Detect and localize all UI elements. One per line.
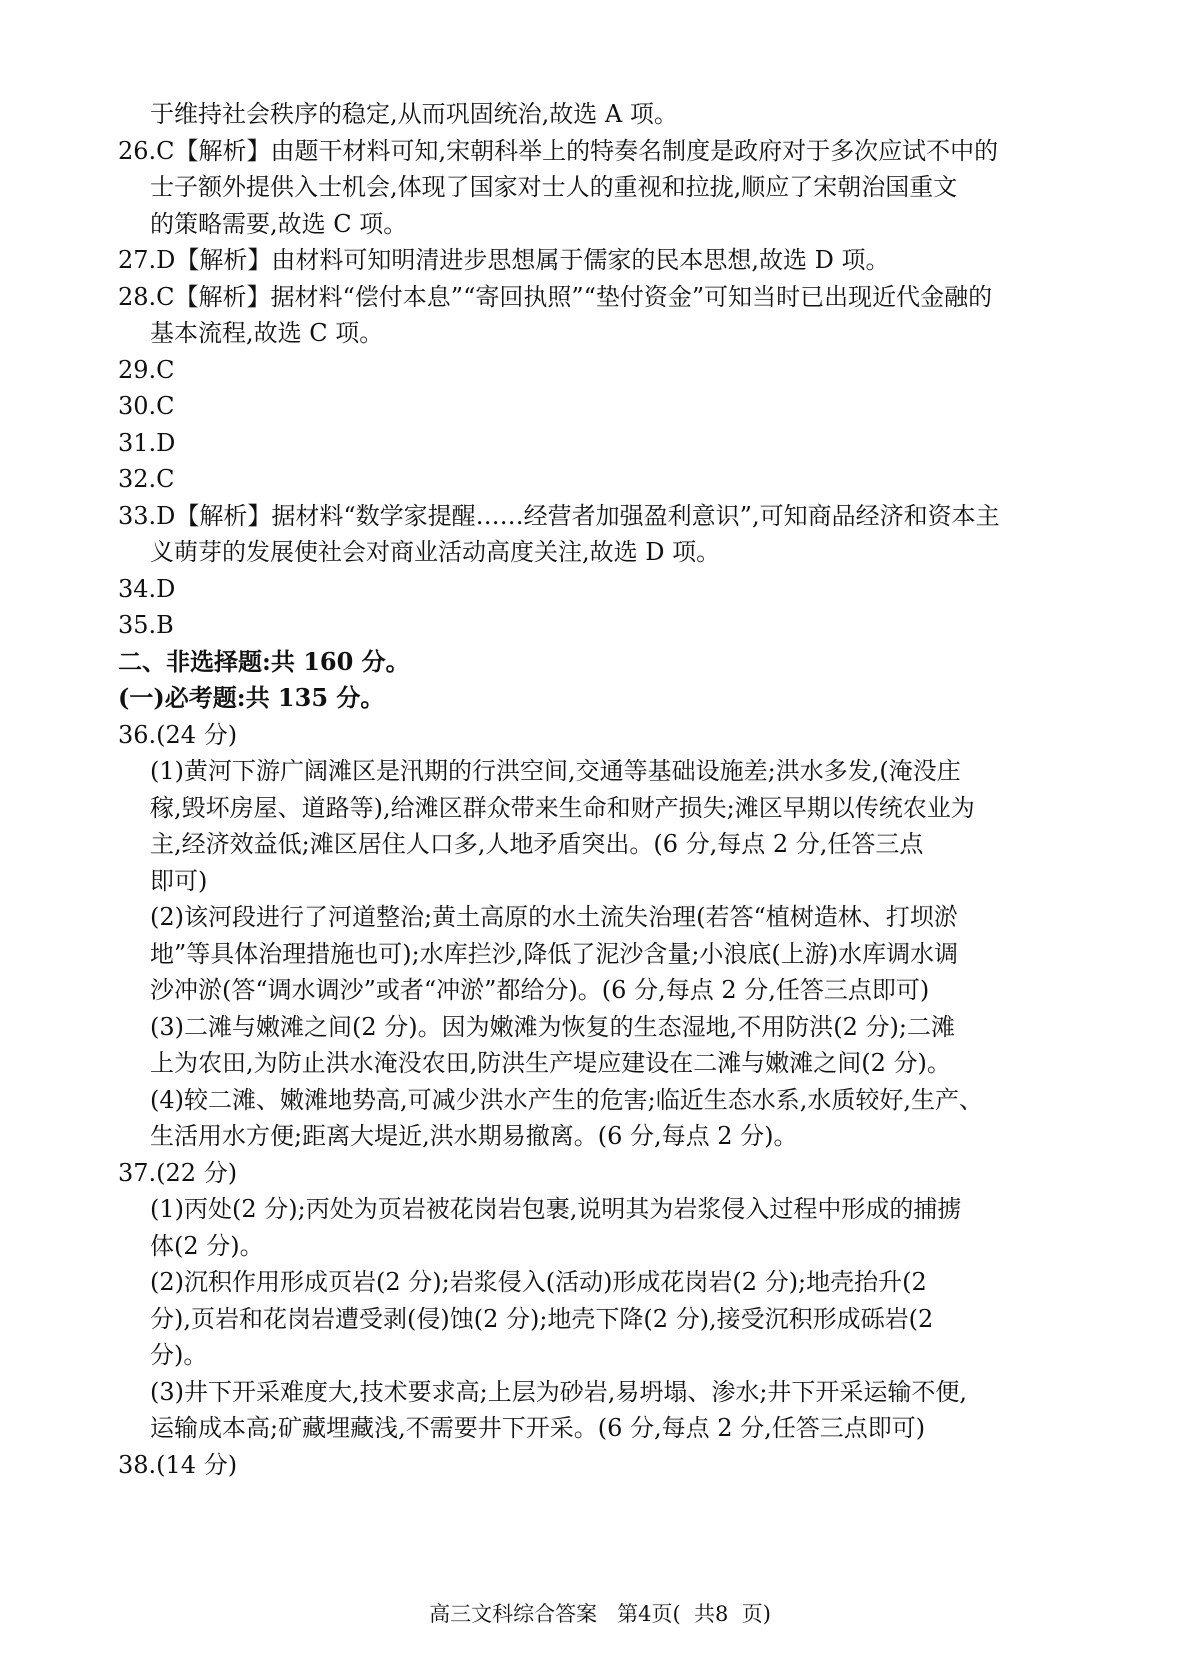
text-line: (2)该河段进行了河道整治;黄土高原的水土流失治理(若答“植树造林、打坝淤 bbox=[150, 903, 958, 931]
text-line: 36.(24 分) bbox=[118, 720, 238, 749]
text-line: 于维持社会秩序的稳定,从而巩固统治,故选 A 项。 bbox=[150, 100, 678, 128]
text-line: (1)黄河下游广阔滩区是汛期的行洪空间,交通等基础设施差;洪水多发,(淹没庄 bbox=[150, 757, 961, 785]
text-line: 33.D【解析】据材料“数学家提醒……经营者加强盈利意识”,可知商品经济和资本主 bbox=[118, 501, 1000, 530]
text-line: 38.(14 分) bbox=[118, 1450, 238, 1479]
text-line: 34.D bbox=[118, 574, 176, 603]
text-line: 基本流程,故选 C 项。 bbox=[150, 319, 384, 347]
text-line: 35.B bbox=[118, 611, 174, 639]
text-line: 分)。 bbox=[150, 1341, 208, 1369]
text-line: 37.(22 分) bbox=[118, 1158, 238, 1187]
text-line: 即可) bbox=[150, 866, 208, 895]
text-line: 分),页岩和花岗岩遭受剥(侵)蚀(2 分);地壳下降(2 分),接受沉积形成砾岩(2 bbox=[150, 1304, 934, 1333]
text-line: 沙冲淤(答“调水调沙”或者“冲淤”都给分)。(6 分,每点 2 分,任答三点即可) bbox=[150, 976, 930, 1004]
text-line: (1)丙处(2 分);丙处为页岩被花岗岩包裹,说明其为岩浆侵入过程中形成的捕掳 bbox=[150, 1195, 962, 1223]
text-line: 稼,毁坏房屋、道路等),给滩区群众带来生命和财产损失;滩区早期以传统农业为 bbox=[150, 793, 975, 822]
text-line: (3)井下开采难度大,技术要求高;上层为砂岩,易坍塌、渗水;井下开采运输不便, bbox=[150, 1377, 968, 1406]
text-line: 生活用水方便;距离大堤近,洪水期易撤离。(6 分,每点 2 分)。 bbox=[150, 1122, 798, 1150]
text-line: 地”等具体治理措施也可);水库拦沙,降低了泥沙含量;小浪底(上游)水库调水调 bbox=[150, 939, 959, 968]
text-line: (3)二滩与嫩滩之间(2 分)。因为嫩滩为恢复的生态湿地,不用防洪(2 分);二滩 bbox=[150, 1012, 955, 1041]
text-line: 30.C bbox=[118, 392, 175, 420]
text-line: 26.C【解析】由题干材料可知,宋朝科举上的特奏名制度是政府对于多次应试不中的 bbox=[118, 136, 999, 165]
text-line: (一)必考题:共 135 分。 bbox=[118, 683, 385, 712]
text-line: 29.C bbox=[118, 355, 175, 384]
text-line: (4)较二滩、嫩滩地势高,可减少洪水产生的危害;临近生态水系,水质较好,生产、 bbox=[150, 1085, 983, 1114]
text-line: 主,经济效益低;滩区居住人口多,人地矛盾突出。(6 分,每点 2 分,任答三点 bbox=[150, 830, 924, 858]
answer-document bbox=[118, 96, 1078, 1483]
page-footer: 高三文科综合答案 第4页( 共8 页) bbox=[429, 1602, 771, 1626]
text-line: 运输成本高;矿藏埋藏浅,不需要井下开采。(6 分,每点 2 分,任答三点即可) bbox=[150, 1414, 926, 1442]
text-line: 27.D【解析】由材料可知明清进步思想属于儒家的民本思想,故选 D 项。 bbox=[118, 246, 890, 274]
text-line: 士子额外提供入士机会,体现了国家对士人的重视和拉拢,顺应了宋朝治国重文 bbox=[150, 173, 958, 201]
text-line: 二、非选择题:共 160 分。 bbox=[118, 646, 410, 676]
text-line: 31.D bbox=[118, 428, 176, 457]
text-line: 义萌芽的发展使社会对商业活动高度关注,故选 D 项。 bbox=[150, 538, 721, 566]
text-line: 体(2 分)。 bbox=[150, 1231, 264, 1260]
text-line: 上为农田,为防止洪水淹没农田,防洪生产堤应建设在二滩与嫩滩之间(2 分)。 bbox=[150, 1049, 951, 1077]
text-line: 的策略需要,故选 C 项。 bbox=[150, 209, 408, 238]
text-line: 28.C【解析】据材料“偿付本息”“寄回执照”“垫付资金”可知当时已出现近代金融的 bbox=[118, 282, 993, 311]
text-line: (2)沉积作用形成页岩(2 分);岩浆侵入(活动)形成花岗岩(2 分);地壳抬升(2 bbox=[150, 1268, 927, 1296]
text-line: 32.C bbox=[118, 465, 175, 493]
